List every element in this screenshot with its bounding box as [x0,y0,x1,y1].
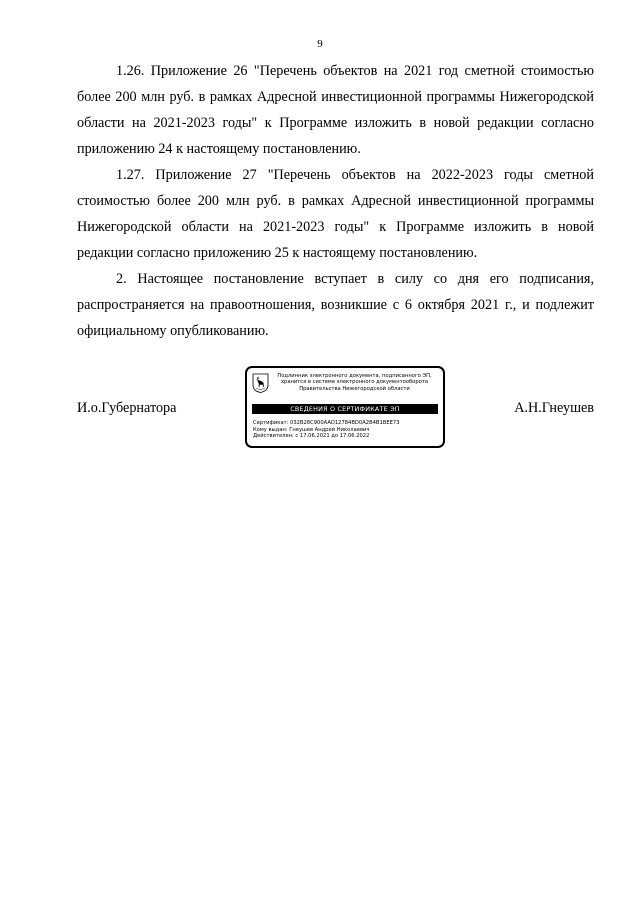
signature-block [77,366,594,452]
paragraph-2: 2. Настоящее постановление вступает в силу со дня его подписания, распространяется на правоотношения, возникшие с 6 октября 2021 г., и подлежит официальному опубликованию. [77,271,594,339]
nizhny-novgorod-deer-emblem-icon [252,373,269,393]
electronic-signature-stamp [245,366,445,448]
document-body [77,58,594,344]
certificate-validity: Действителен: с 17.06.2021 до 17.06.2022 [253,433,370,440]
stamp-header [271,373,438,392]
signer-name: А.Н.Гнеушев [514,400,594,416]
certificate-info-band: СВЕДЕНИЯ О СЕРТИФИКАТЕ ЭП [252,404,438,414]
stamp-header-line: хранится в системе электронного документооборота [280,379,429,386]
certificate-owner: Кому выдан: Гнеушев Андрей Николаевич [253,426,370,433]
page-number: 9 [317,38,323,50]
paragraph-1-27: 1.27. Приложение 27 "Перечень объектов на 2022-2023 годы сметной стоимостью более 200 млн руб. в рамках Адресной инвестиционной программы Нижегородской области на 2021-2023 годы" к Программе изложить в новой редакции согласно приложению 25 к настоящему постановлению. [77,167,594,261]
signer-title: И.о.Губернатора [77,400,177,416]
stamp-header-line: Правительства Нижегородской области [299,385,410,392]
paragraph-1-26: 1.26. Приложение 26 "Перечень объектов на 2021 год сметной стоимостью более 200 млн руб. в рамках Адресной инвестиционной программы Нижегородской области на 2021-2023 годы" к Программе изложить в новой редакции согласно приложению 24 к настоящему постановлению. [77,63,594,157]
certificate-details [253,420,439,440]
certificate-number: Сертификат: 032B28C900AAD12784BD0A2B4B1BEE73 [253,420,400,426]
stamp-header-line: Подлинник электронного документа, подписанного ЭП, [277,373,432,379]
